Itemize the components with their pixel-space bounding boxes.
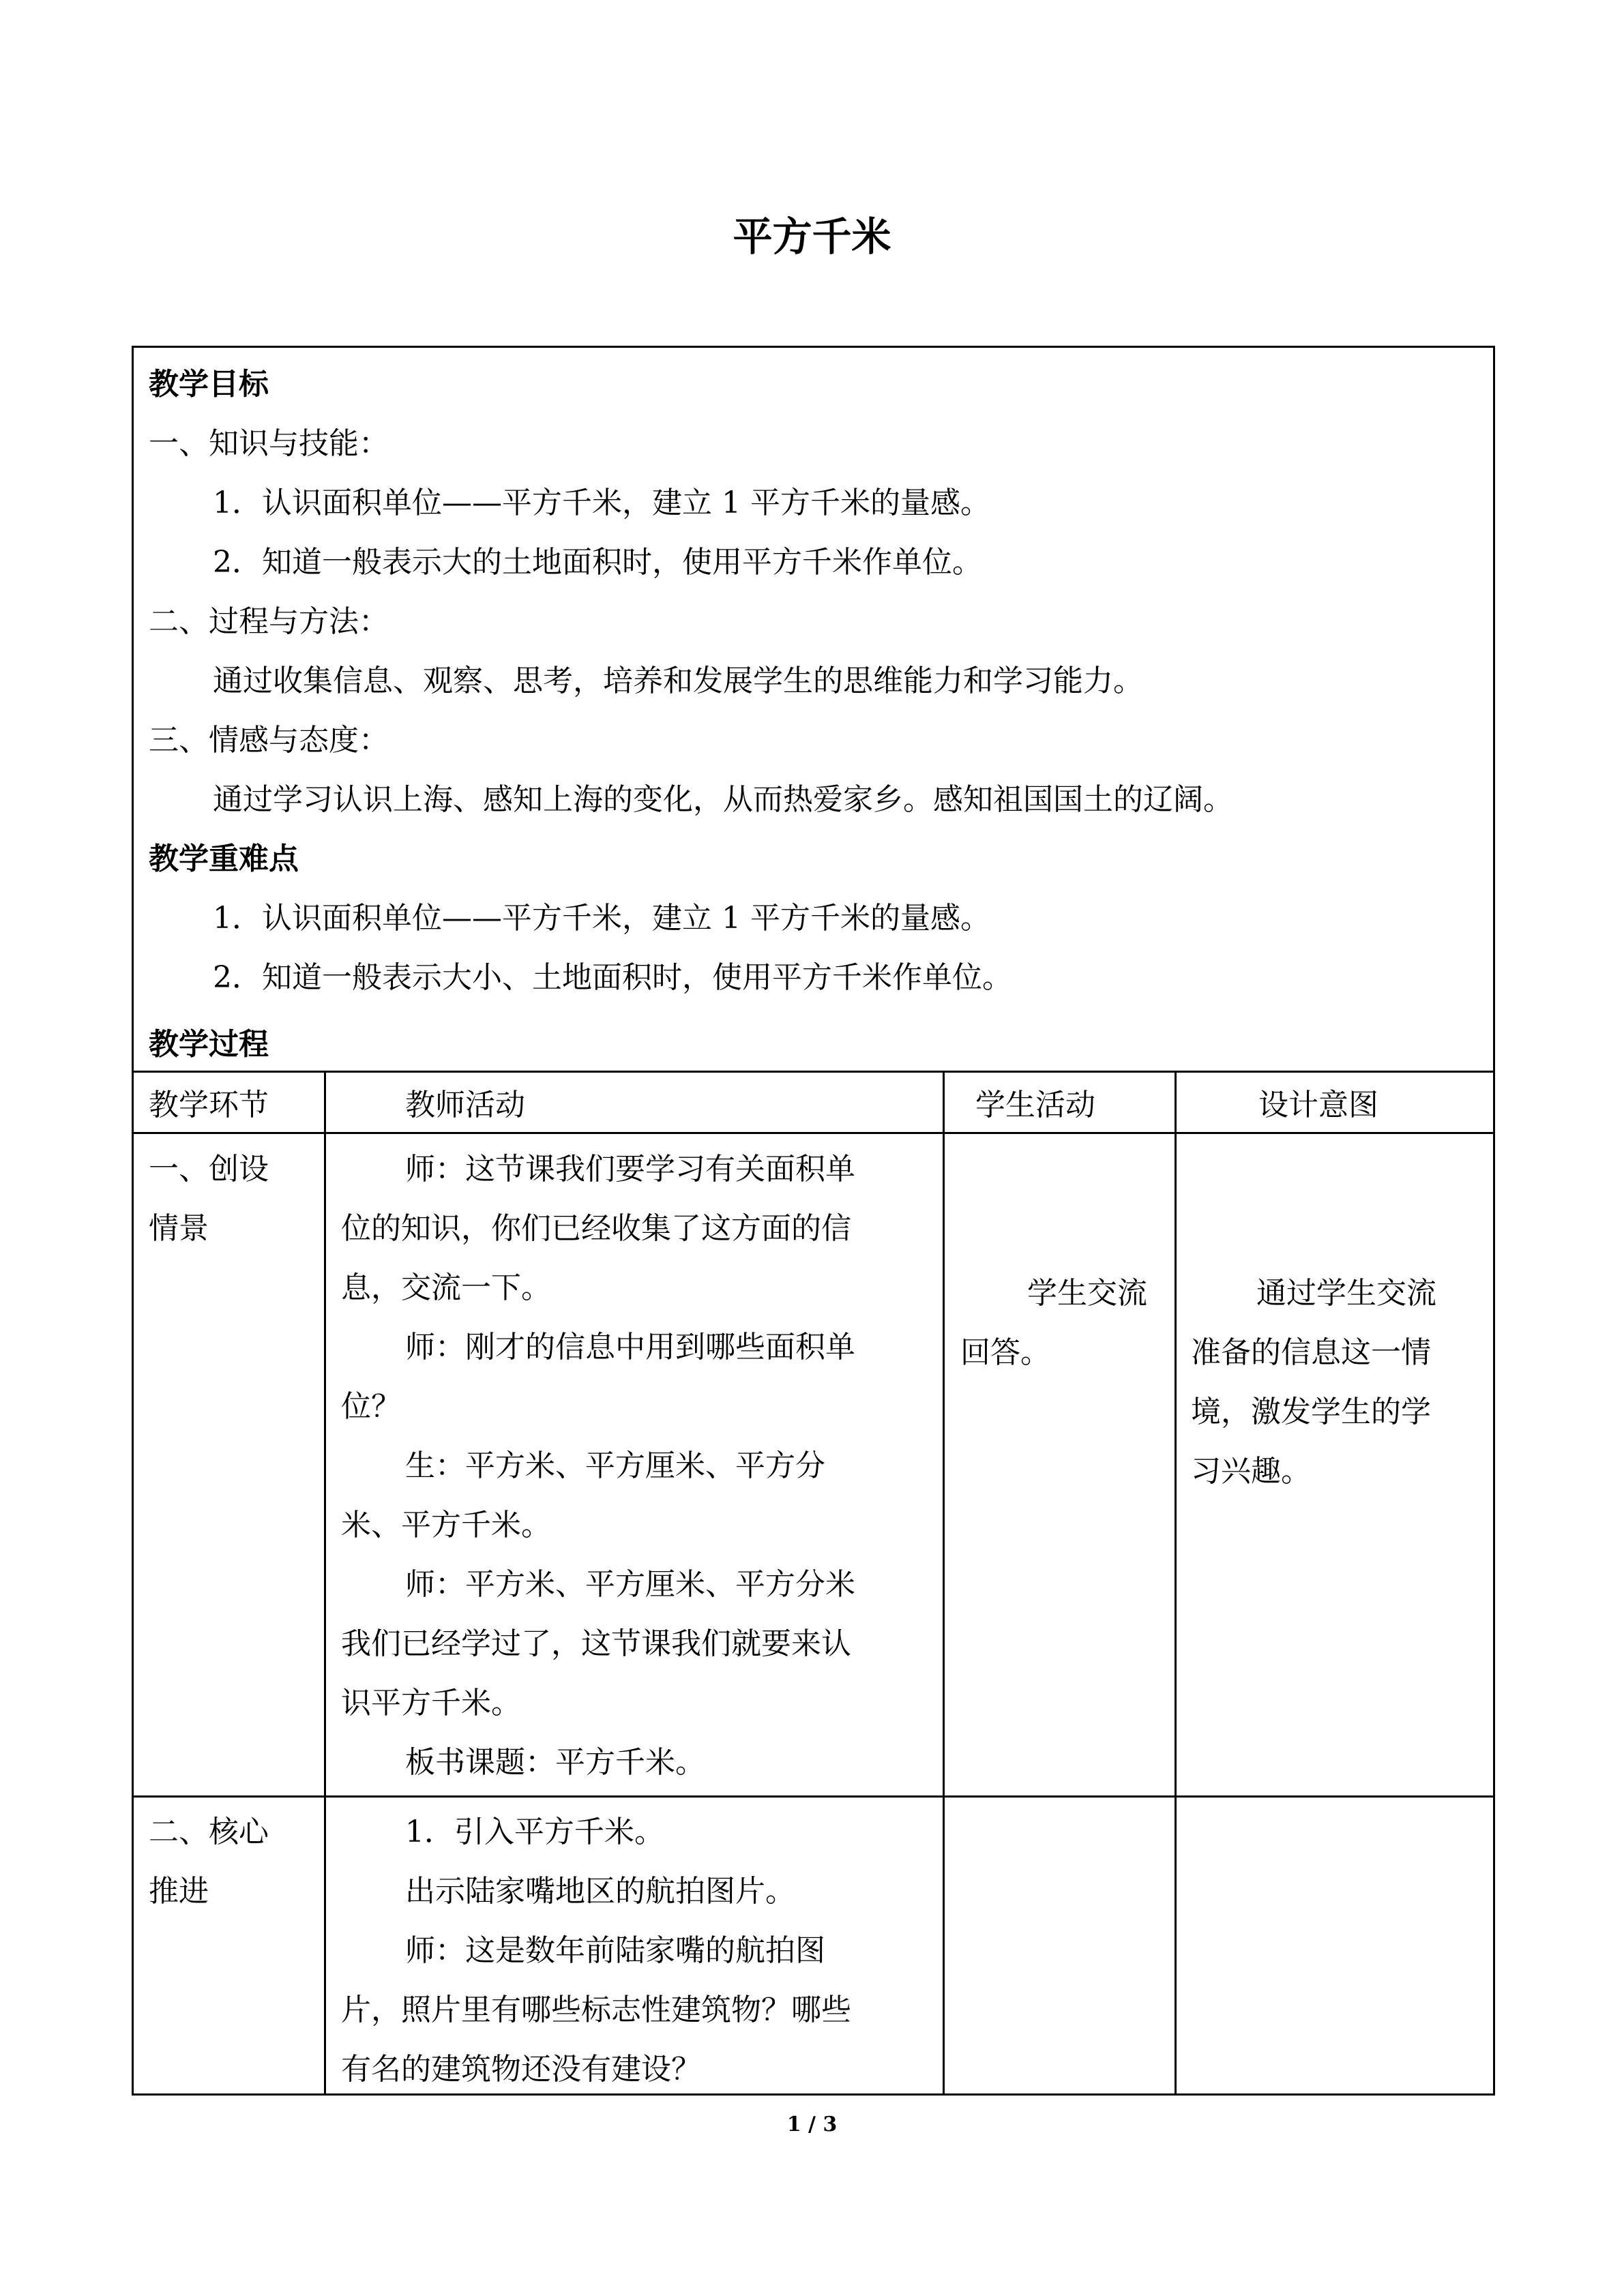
- emotion-text: 通过学习认识上海、感知上海的变化，从而热爱家乡。感知祖国国土的辽阔。: [213, 782, 1233, 817]
- column-header-student: 学生活动: [975, 1088, 1095, 1122]
- column-divider: [1175, 1071, 1177, 2096]
- page-title: 平方千米: [733, 213, 891, 260]
- table-divider: [132, 1795, 1495, 1798]
- row1-intent-line: 境，激发学生的学: [1191, 1395, 1431, 1429]
- row1-teacher-line: 师：刚才的信息中用到哪些面积单: [405, 1330, 855, 1365]
- emotion-heading: 三、情感与态度：: [149, 723, 389, 758]
- row1-stage: 情景: [149, 1211, 209, 1246]
- row1-intent-line: 准备的信息这一情: [1191, 1335, 1431, 1370]
- column-divider: [324, 1071, 326, 2096]
- row2-teacher-line: 1．引入平方千米。: [405, 1815, 664, 1849]
- table-divider: [132, 1071, 1495, 1073]
- row1-teacher-line: 识平方千米。: [341, 1686, 521, 1720]
- row1-teacher-line: 位？: [341, 1389, 401, 1424]
- key-points-heading: 教学重难点: [149, 841, 299, 876]
- process-heading: 二、过程与方法：: [149, 604, 389, 639]
- row1-intent-line: 习兴趣。: [1191, 1454, 1311, 1489]
- row1-student-line: 学生交流: [1027, 1276, 1147, 1311]
- row1-teacher-line: 息，交流一下。: [341, 1270, 551, 1305]
- row1-teacher-line: 生：平方米、平方厘米、平方分: [405, 1448, 825, 1483]
- row2-stage: 推进: [149, 1874, 209, 1909]
- row2-teacher-line: 师：这是数年前陆家嘴的航拍图: [405, 1933, 825, 1968]
- row2-teacher-line: 出示陆家嘴地区的航拍图片。: [405, 1874, 795, 1909]
- knowledge-item: 2．知道一般表示大的土地面积时，使用平方千米作单位。: [213, 545, 982, 580]
- row1-teacher-line: 师：这节课我们要学习有关面积单: [405, 1152, 855, 1187]
- row2-stage: 二、核心: [149, 1815, 269, 1849]
- knowledge-item: 1．认识面积单位——平方千米，建立 1 平方千米的量感。: [213, 486, 990, 520]
- process-section-heading: 教学过程: [149, 1027, 269, 1062]
- table-divider: [132, 1132, 1495, 1134]
- row2-teacher-line: 有名的建筑物还没有建设？: [341, 2052, 701, 2087]
- row1-teacher-line: 米、平方千米。: [341, 1508, 551, 1542]
- objectives-heading: 教学目标: [149, 367, 269, 402]
- row2-teacher-line: 片，照片里有哪些标志性建筑物？哪些: [341, 1993, 851, 2027]
- row1-student-line: 回答。: [960, 1335, 1050, 1370]
- row1-stage: 一、创设: [149, 1152, 269, 1187]
- key-point-item: 2．知道一般表示大小、土地面积时，使用平方千米作单位。: [213, 960, 1012, 995]
- knowledge-heading: 一、知识与技能：: [149, 426, 389, 461]
- row1-teacher-line: 我们已经学过了，这节课我们就要来认: [341, 1626, 851, 1661]
- row1-intent-line: 通过学生交流: [1256, 1276, 1436, 1311]
- column-header-teacher: 教师活动: [405, 1088, 525, 1122]
- column-header-stage: 教学环节: [149, 1088, 269, 1122]
- row1-teacher-line: 板书课题：平方千米。: [405, 1745, 705, 1780]
- page-number: 1 / 3: [786, 2113, 838, 2136]
- column-divider: [943, 1071, 945, 2096]
- row1-teacher-line: 师：平方米、平方厘米、平方分米: [405, 1567, 855, 1602]
- key-point-item: 1．认识面积单位——平方千米，建立 1 平方千米的量感。: [213, 901, 990, 936]
- row1-teacher-line: 位的知识，你们已经收集了这方面的信: [341, 1211, 851, 1246]
- process-text: 通过收集信息、观察、思考，培养和发展学生的思维能力和学习能力。: [213, 664, 1143, 698]
- column-header-intent: 设计意图: [1258, 1088, 1378, 1122]
